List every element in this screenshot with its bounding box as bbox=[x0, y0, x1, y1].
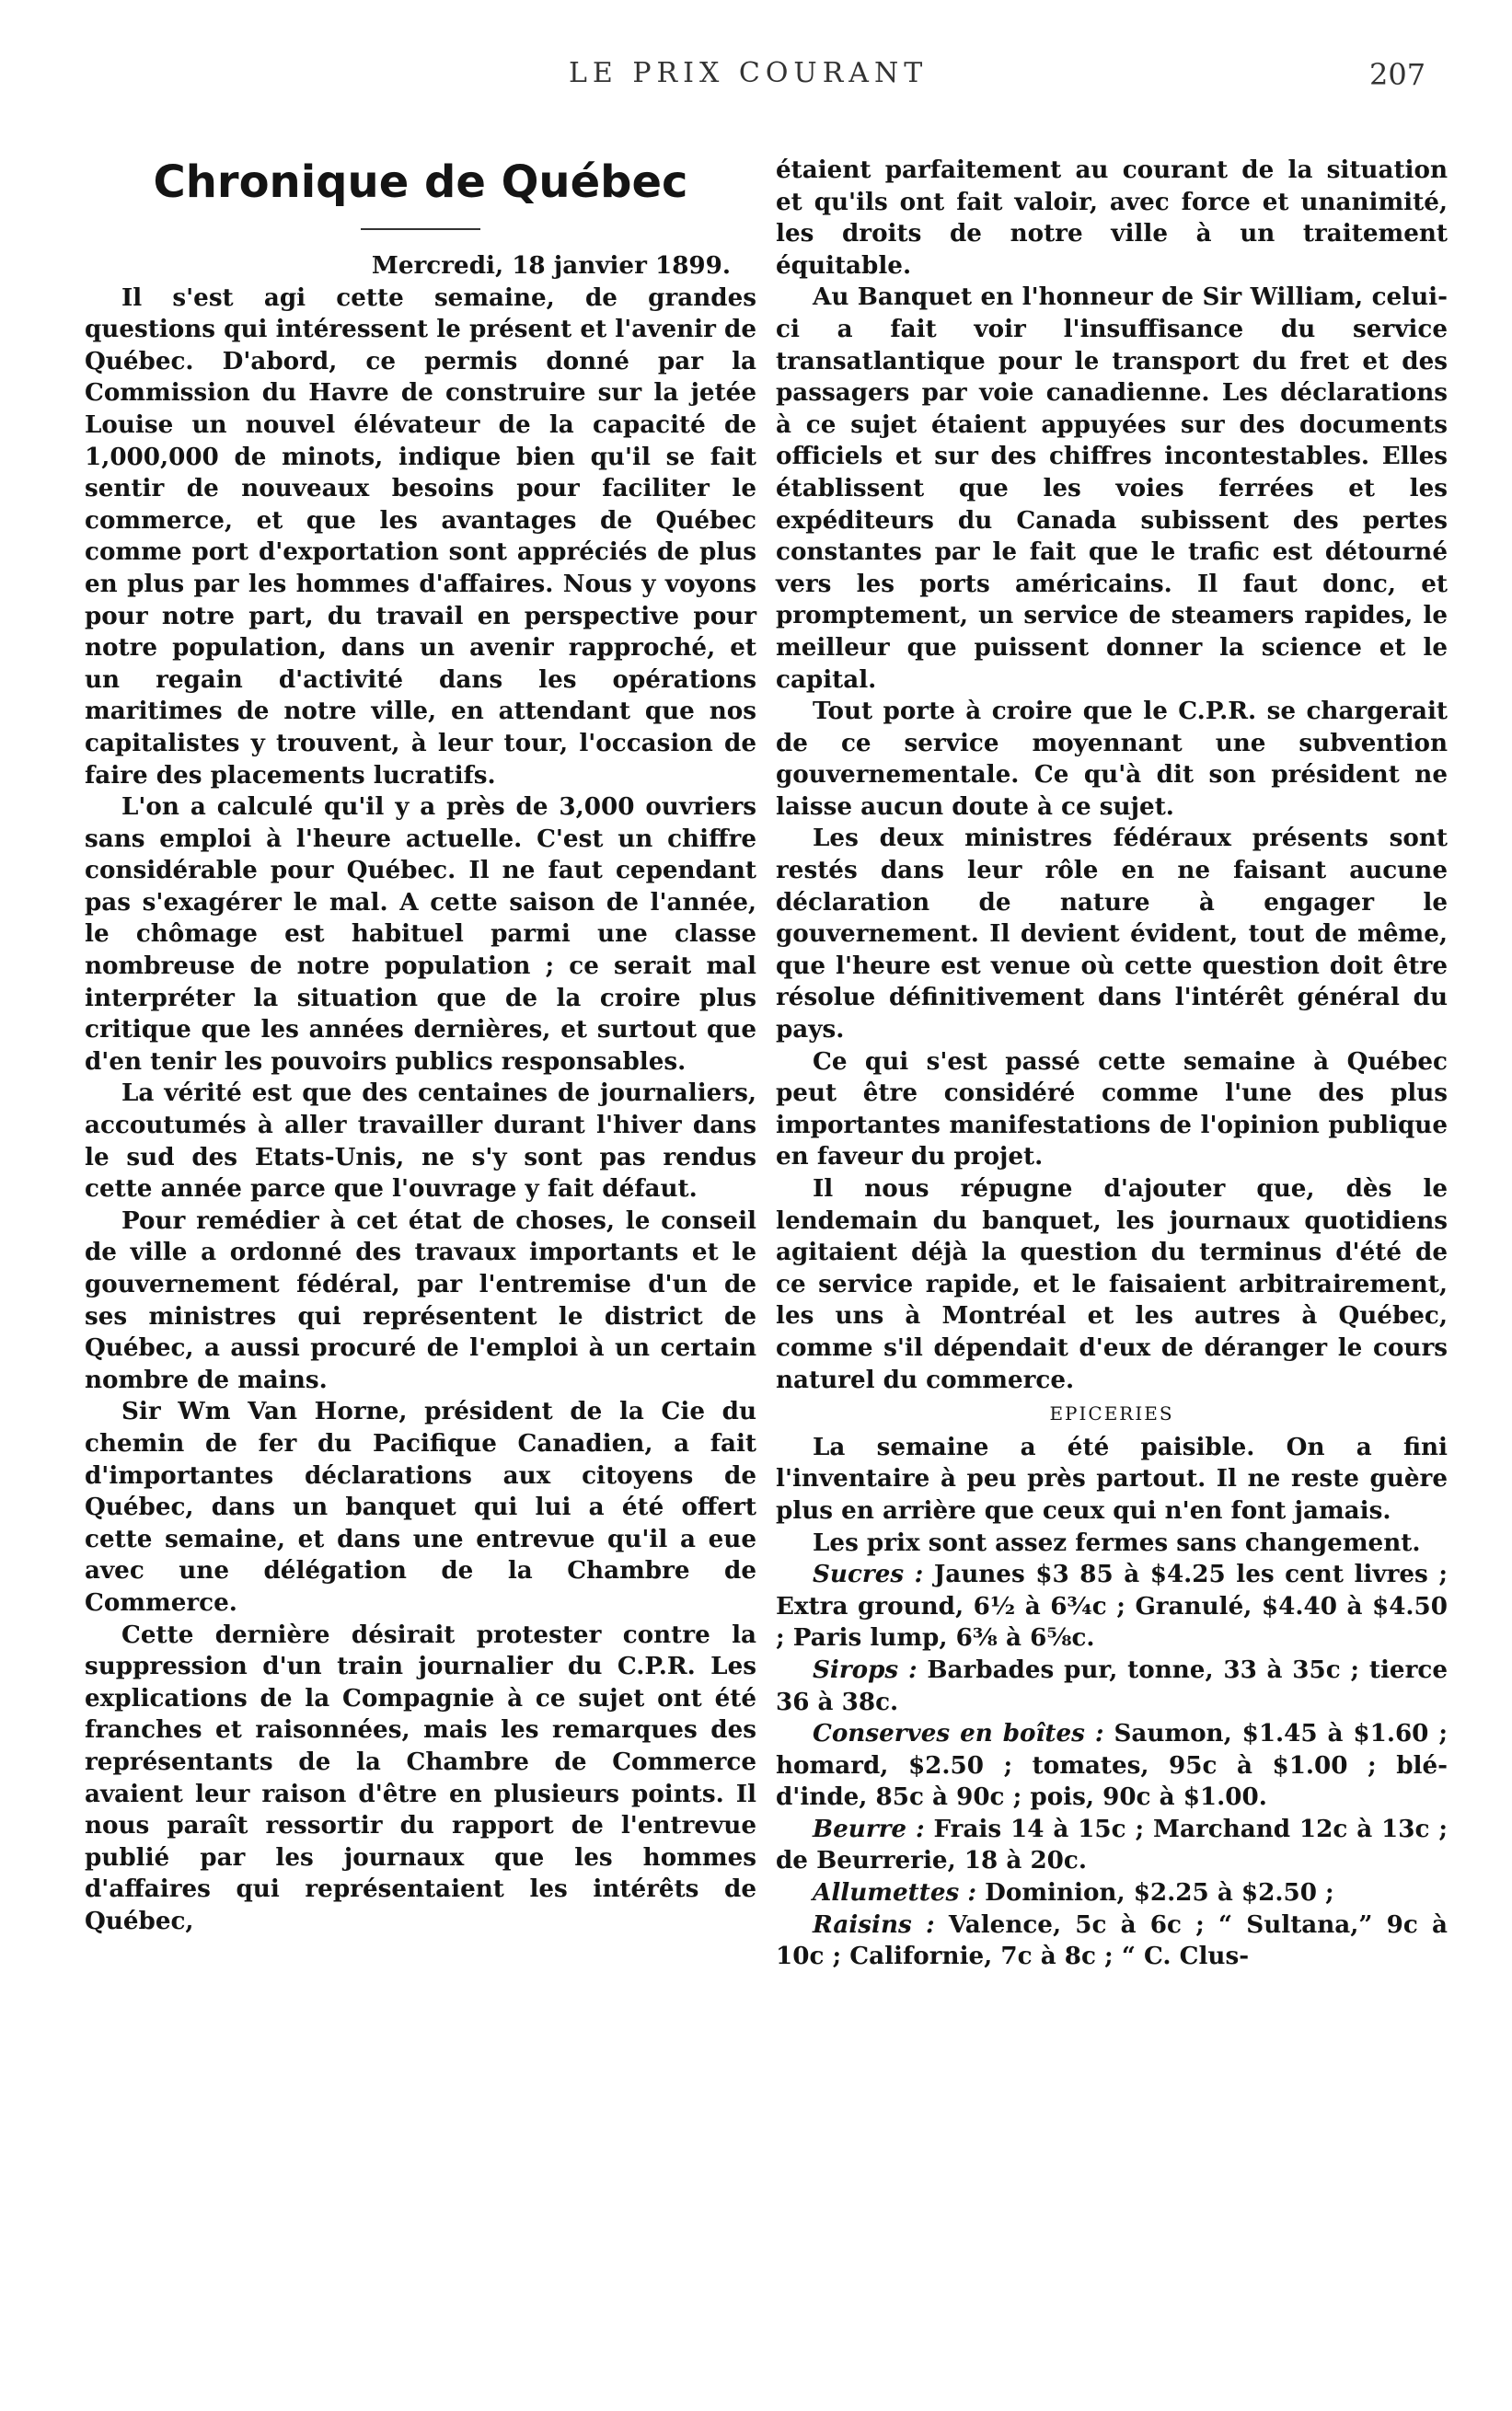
paragraph: Il nous répugne d'ajouter que, dès le lendemain du banquet, les journaux quotidiens agitaient déjà la question du terminus d'été de ce service rapide, et le faisaient arbitrairement, les uns à Montréal et les autres à Québec, comme s'il dépendait d'eux de déranger le cours naturel du commerce. bbox=[776, 1174, 1448, 1394]
price-text: Dominion, $2.25 à $2.50 ; bbox=[985, 1878, 1334, 1908]
paragraph: étaient parfaitement au courant de la situation et qu'ils ont fait valoir, avec force et unanimité, les droits de notre ville à un traitement équitable. bbox=[776, 156, 1448, 280]
left-column bbox=[85, 155, 756, 1937]
price-label: Sucres : bbox=[813, 1560, 924, 1589]
paragraph: Tout porte à croire que le C.P.R. se chargerait de ce service moyennant une subvention gouvernementale. Ce qu'à dit son président ne laisse aucun doute à ce sujet. bbox=[776, 697, 1448, 821]
paragraph: Sir Wm Van Horne, président de la Cie du chemin de fer du Pacifique Canadien, a fait d'importantes déclarations aux citoyens de Québec, dans un banquet qui lui a été offert cette semaine, et dans une entrevue qu'il a eue avec une délégation de la Chambre de Commerce. bbox=[85, 1397, 756, 1617]
price-entry bbox=[776, 1718, 1448, 1814]
paragraph: La vérité est que des centaines de journaliers, accoutumés à aller travailler durant l'hiver dans le sud des Etats-Unis, ne s'y sont pas rendus cette année parce que l'ouvrage y fait défaut. bbox=[85, 1079, 756, 1204]
price-text: Valence, 5c à 6c ; “ Sultana,” 9c à 10c ; Californie, 7c à 8c ; “ C. Clus- bbox=[776, 1909, 1448, 1971]
price-label: Sirops : bbox=[813, 1655, 918, 1684]
paragraph: L'on a calculé qu'il y a près de 3,000 ouvriers sans emploi à l'heure actuelle. C'est un chiffre considérable pour Québec. Il ne faut cependant pas s'exagérer le mal. A cette saison de l'année, le chômage est habituel parmi une classe nombreuse de notre population ; ce serait mal interpréter la situation que de la croire plus critique que les années dernières, et surtout que d'en tenir les pouvoirs publics responsables. bbox=[85, 792, 756, 1076]
paragraph: La semaine a été paisible. On a fini l'inventaire à peu près partout. Il ne reste guère plus en arrière que ceux qui n'en font jamais. bbox=[776, 1432, 1448, 1525]
price-label: Conserves en boîtes : bbox=[813, 1719, 1104, 1748]
title-rule bbox=[361, 228, 480, 230]
paragraph: Ce qui s'est passé cette semaine à Québec peut être considéré comme l'une des plus importantes manifestations de l'opinion publique en faveur du projet. bbox=[776, 1046, 1448, 1171]
paragraph: Pour remédier à cet état de choses, le conseil de ville a ordonné des travaux importants et le gouvernement fédéral, par l'entremise d'un de ses ministres qui représentent le district de Québec, a aussi procuré de l'emploi à un certain nombre de mains. bbox=[85, 1206, 756, 1394]
price-text: Barbades pur, tonne, 33 à 35c ; tierce 36 à 38c. bbox=[776, 1655, 1448, 1716]
price-label: Beurre : bbox=[813, 1814, 925, 1843]
paragraph: Il s'est agi cette semaine, de grandes questions qui intéressent le présent et l'avenir de Québec. D'abord, ce permis donné par la Commission du Havre de construire sur la jetée Louise un nouvel élévateur de la capacité de 1,000,000 de minots, indique bien qu'il se fait sentir de nouveaux besoins pour faciliter le commerce, et que les avantages de Québec comme port d'exportation sont appréciés de plus en plus par les hommes d'affaires. Nous y voyons pour notre part, du travail en perspective pour notre population, dans un avenir rapproché, et un regain d'activité dans les opérations maritimes de notre ville, en attendant que nos capitalistes y trouvent, à leur tour, l'occasion de faire des placements lucratifs. bbox=[85, 283, 756, 790]
price-text: Frais 14 à 15c ; Marchand 12c à 13c ; de Beurrerie, 18 à 20c. bbox=[776, 1814, 1448, 1875]
dateline: Mercredi, 18 janvier 1899. bbox=[371, 251, 731, 280]
paragraph: Les deux ministres fédéraux présents sont restés dans leur rôle en ne faisant aucune déclaration de nature à engager le gouvernement. Il devient évident, tout de même, que l'heure est venue où cette question doit être résolue définitivement dans l'intérêt général du pays. bbox=[776, 824, 1448, 1044]
price-entry bbox=[776, 1877, 1448, 1909]
price-entry bbox=[776, 1655, 1448, 1718]
price-label: Allumettes : bbox=[813, 1878, 977, 1908]
price-entry bbox=[776, 1909, 1448, 1973]
paragraph: Au Banquet en l'honneur de Sir William, celui-ci a fait voir l'insuffisance du service transatlantique pour le transport du fret et des passagers par voie canadienne. Les déclarations à ce sujet étaient appuyées sur des documents officiels et sur des chiffres incontestables. Elles établissent que les voies ferrées et les expéditeurs du Canada subissent des pertes constantes par le fait que le trafic est détourné vers les ports américains. Il faut donc, et promptement, un service de steamers rapides, le meilleur que puissent donner la science et le capital. bbox=[776, 283, 1448, 694]
price-entry bbox=[776, 1559, 1448, 1655]
price-text: Saumon, $1.45 à $1.60 ; homard, $2.50 ; tomates, 95c à $1.00 ; blé-d'inde, 85c à 90c ; pois, 90c à $1.00. bbox=[776, 1719, 1448, 1812]
price-label: Raisins : bbox=[813, 1909, 935, 1939]
right-column bbox=[776, 155, 1448, 1973]
price-entry bbox=[776, 1814, 1448, 1877]
running-head: LE PRIX COURANT bbox=[569, 57, 929, 89]
article-title: Chronique de Québec bbox=[153, 156, 688, 208]
page-number: 207 bbox=[1369, 57, 1426, 92]
paragraph: Les prix sont assez fermes sans changement. bbox=[813, 1528, 1421, 1557]
section-heading-epiceries: EPICERIES bbox=[1049, 1402, 1174, 1425]
paragraph: Cette dernière désirait protester contre la suppression d'un train journalier du C.P.R. Les explications de la Compagnie à ce sujet ont été franches et raisonnées, mais les remarques des représentants de la Chambre de Commerce avaient leur raison d'être en plusieurs points. Il nous paraît ressortir du rapport de l'entrevue publié par les journaux que les hommes d'affaires qui représentaient les intérêts de Québec, bbox=[85, 1620, 756, 1935]
price-text: Jaunes $3 85 à $4.25 les cent livres ; Extra ground, 6½ à 6¾c ; Granulé, $4.40 à $4.50 ; Paris lump, 6⅜ à 6⅝c. bbox=[776, 1560, 1448, 1653]
